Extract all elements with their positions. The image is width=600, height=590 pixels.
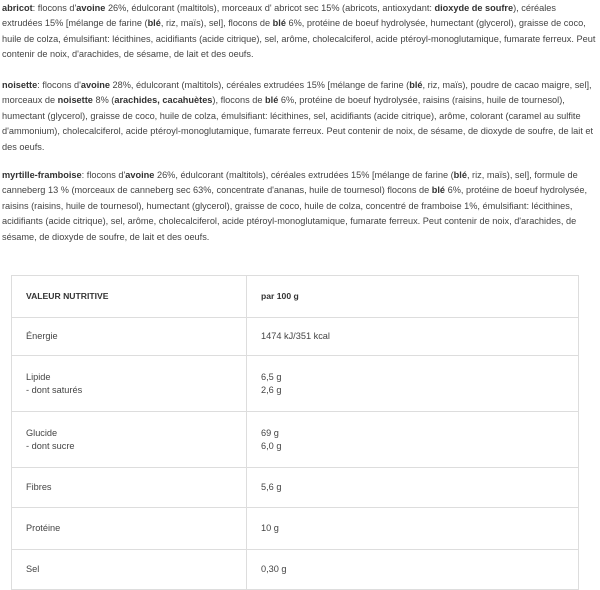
row-value-cell bbox=[247, 356, 579, 412]
allergen: blé bbox=[272, 18, 286, 29]
ingredients-noisette bbox=[2, 78, 596, 155]
nutrition-table bbox=[11, 275, 579, 590]
table-row bbox=[12, 508, 579, 550]
row-label-cell bbox=[12, 412, 247, 468]
allergen: blé bbox=[409, 80, 423, 90]
row-label: Sel bbox=[12, 550, 247, 590]
ingredient-text: : flocons d' bbox=[32, 3, 77, 13]
allergen: dioxyde de soufre bbox=[434, 3, 514, 13]
row-value-cell bbox=[247, 412, 579, 468]
allergen: arachides, cacahuètes bbox=[114, 95, 213, 106]
ingredient-text: 8% ( bbox=[92, 95, 115, 106]
allergen: noisette bbox=[57, 95, 93, 106]
row-label: Fibres bbox=[12, 468, 247, 508]
allergen: blé bbox=[453, 170, 467, 180]
row-label: Lipide bbox=[26, 371, 51, 382]
table-row bbox=[12, 412, 579, 468]
ingredient-text: : flocons d' bbox=[37, 80, 81, 90]
row-label-cell bbox=[12, 356, 247, 412]
row-value: 69 g bbox=[261, 427, 279, 438]
ingredient-text: 26%, édulcorant (maltitols), morceaux d' abricot sec 15% (abricots, antioxydant: bbox=[105, 3, 435, 13]
row-value: 0,30 g bbox=[247, 550, 579, 590]
table-row bbox=[12, 356, 579, 412]
allergen: blé bbox=[431, 185, 446, 196]
header-value: par 100 g bbox=[247, 276, 579, 318]
ingredient-text: 6%, protéine de boeuf hydrolysée, raisins (raisins, huile de tournesol), humectant (glycerol), graisse de coco, huile de colza, émulsifiant: lécithines, sel, acidifiants (acide citrique), arôme, colorant (caramel au sulfite d'ammonium), cholecalciferol, acide ptéroyl-monoglutamique, fumarate ferreux. Peut contenir de noix, de sésame, de dioxyde de soufre, de lait et des oeufs. bbox=[2, 95, 594, 152]
table-row bbox=[12, 550, 579, 590]
ingredient-text: 6%, protéine de boeuf hydrolysée, humectant (glycerol), graisse de coco, huile de colza, émulsifiant: lécithines, acidifiants (acide citrique), sel, arôme, cholecalciferol, acide ptéroyl-monoglutamique, fumarate ferreux. Peut contenir de noix, d'arachides, de sésame, de lait et des oeufs. bbox=[2, 18, 596, 60]
row-value: 1474 kJ/351 kcal bbox=[247, 318, 579, 356]
ingredient-text: ), flocons de bbox=[212, 95, 266, 106]
row-sub-value: 2,6 g bbox=[261, 384, 282, 395]
allergen: avoine bbox=[125, 170, 155, 180]
allergen: avoine bbox=[76, 3, 106, 13]
allergen: blé bbox=[265, 95, 279, 106]
row-value: 10 g bbox=[247, 508, 579, 550]
ingredients-abricot bbox=[2, 1, 596, 63]
flavor-name: noisette bbox=[2, 80, 38, 90]
row-label: Glucide bbox=[26, 427, 58, 438]
row-sub-value: 6,0 g bbox=[261, 440, 282, 451]
allergen: avoine bbox=[80, 80, 110, 90]
ingredient-text: 28%, édulcorant (maltitols), céréales extrudées 15% [mélange de farine ( bbox=[109, 80, 410, 90]
ingredient-text: ), céréales extrudées 15% [mélange de farine ( bbox=[2, 3, 557, 29]
flavor-name: myrtille-framboise bbox=[2, 170, 82, 180]
ingredient-text: , riz, maïs), sel], flocons de bbox=[160, 18, 273, 29]
row-sub-label: - dont saturés bbox=[26, 384, 83, 395]
ingredient-text: , riz, maïs), sel], formule de canneberg 13 % (morceaux de canneberg sec 63%, concentrate d'ananas, huile de tournesol) flocons de bbox=[2, 170, 578, 196]
table-header-row bbox=[12, 276, 579, 318]
row-label: Protéine bbox=[12, 508, 247, 550]
ingredients-myrtille-framboise bbox=[2, 168, 596, 245]
ingredient-text: , riz, maïs), poudre de cacao maigre, sel], morceaux de bbox=[2, 80, 592, 106]
ingredient-text: 26%, édulcorant (maltitols), céréales extrudées 15% [mélange de farine ( bbox=[154, 170, 454, 180]
flavor-name: abricot bbox=[2, 3, 33, 13]
header-label: VALEUR NUTRITIVE bbox=[12, 276, 247, 318]
row-value: 5,6 g bbox=[247, 468, 579, 508]
row-label: Énergie bbox=[12, 318, 247, 356]
table-row bbox=[12, 468, 579, 508]
row-sub-label: - dont sucre bbox=[26, 440, 75, 451]
ingredient-text: : flocons d' bbox=[81, 170, 126, 180]
row-value: 6,5 g bbox=[261, 371, 282, 382]
allergen: blé bbox=[147, 18, 161, 29]
table-row bbox=[12, 318, 579, 356]
ingredient-text: 6%, protéine de boeuf hydrolysée, raisins (raisins, huile de tournesol), humectant (glycerol), graisse de coco, huile de colza, concentré de framboise 1%, émulsifiant: lécithines, acidifiants (acide citrique), sel, arôme, cholecalciferol, acide ptéroyl-monoglutamique, fumarate ferreux. Peut contenir de noix, d'arachides, de sésame, de dioxyde de soufre, de lait et des oeufs. bbox=[2, 185, 588, 242]
